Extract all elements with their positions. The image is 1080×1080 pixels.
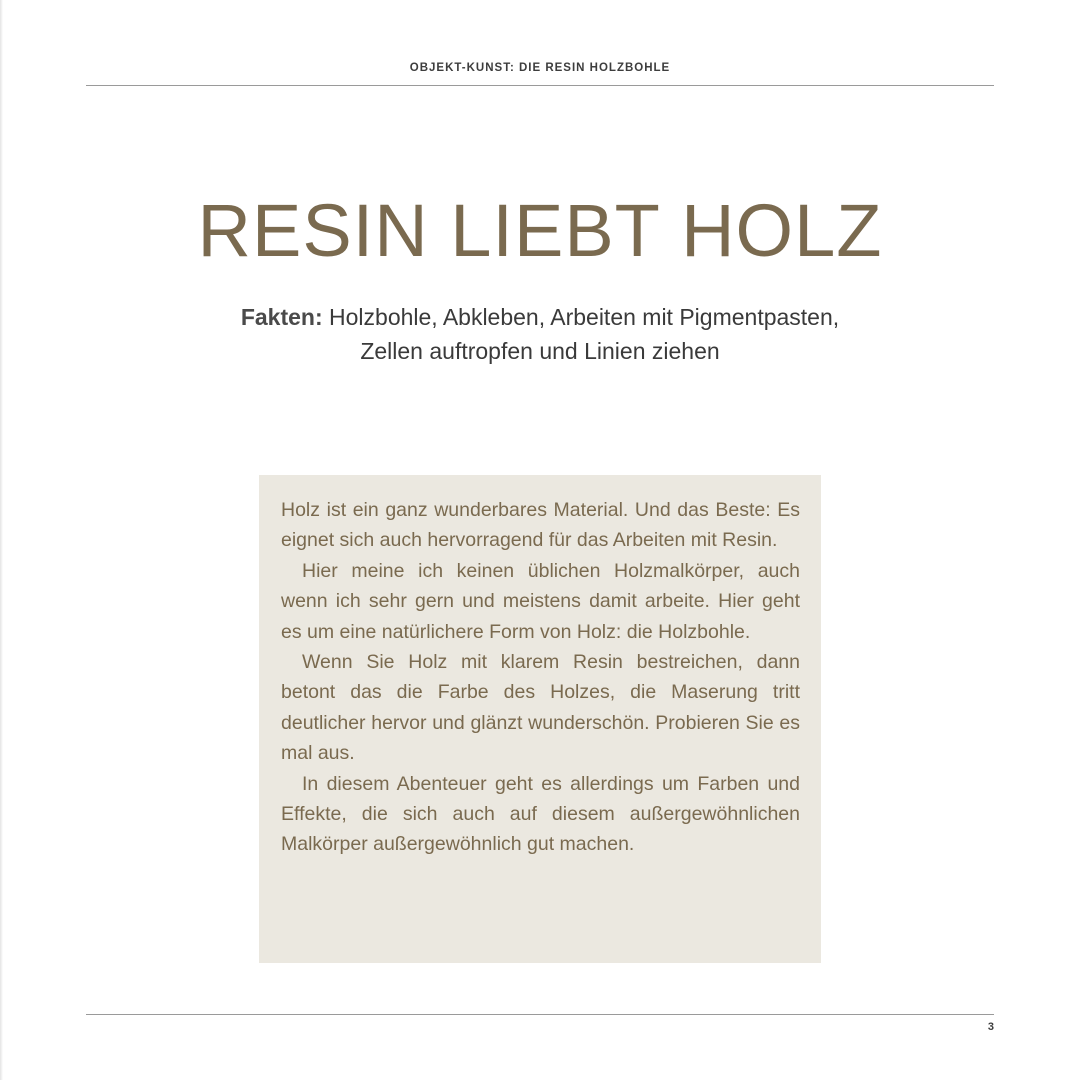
running-head: OBJEKT-KUNST: DIE RESIN HOLZBOHLE [409, 62, 671, 74]
facts-line-2: Zellen auftropfen und Linien ziehen [360, 338, 720, 364]
body-paragraph-1: Holz ist ein ganz wunderbares Material. Und das Beste: Es eignet sich auch hervorragend für das Arbeiten mit Resin. [281, 499, 800, 552]
page-edge-shadow [0, 0, 3, 1080]
facts-label: Fakten: [240, 304, 323, 330]
footer-rule [86, 1014, 994, 1015]
page-number: 3 [987, 1021, 994, 1033]
facts-section [140, 300, 940, 368]
page-title: RESIN LIEBT HOLZ [197, 189, 883, 272]
header-rule [86, 85, 994, 86]
body-paragraph-2: Hier meine ich keinen üblichen Holzmalkörper, auch wenn ich sehr gern und meistens damit arbeite. Hier geht es um eine natürlichere Form von Holz: die Holzbohle. [281, 559, 800, 643]
intro-text-box [259, 475, 821, 963]
body-paragraph-3: Wenn Sie Holz mit klarem Resin bestreichen, dann betont das die Farbe des Holzes, die Maserung tritt deutlicher hervor und glänzt wunderschön. Probieren Sie es mal aus. [281, 651, 800, 765]
body-paragraph-4: In diesem Abenteuer geht es allerdings um Farben und Effekte, die sich auch auf diesem außergewöhnlichen Malkörper außergewöhnlich gut machen. [281, 772, 800, 856]
facts-line-1: Holzbohle, Abkleben, Arbeiten mit Pigmentpasten, [329, 304, 840, 330]
